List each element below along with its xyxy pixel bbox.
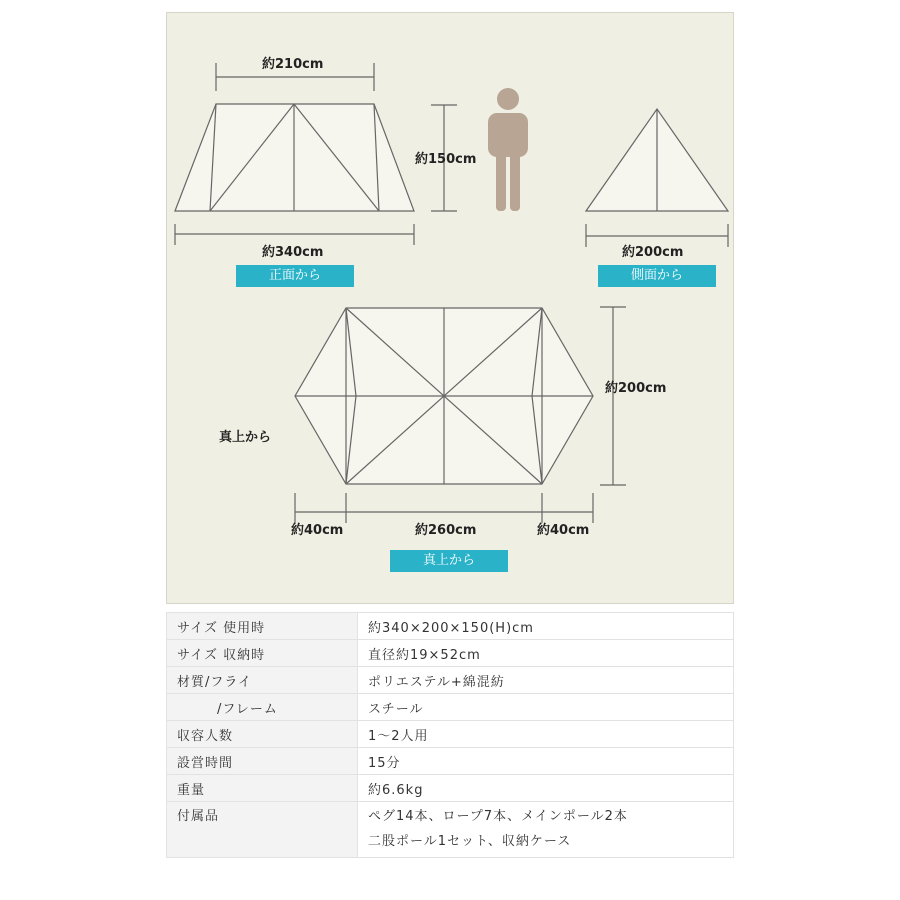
front-view-caption: 正面から	[236, 265, 354, 287]
top-left-label: 約40cm	[291, 523, 344, 538]
top-right-label: 約40cm	[537, 523, 590, 538]
table-row	[167, 775, 734, 802]
tent-side-outline	[586, 109, 728, 211]
spec-key: サイズ 収納時	[167, 640, 358, 667]
spec-value: ポリエステル+綿混紡	[358, 667, 734, 694]
side-view-caption: 側面から	[598, 265, 716, 287]
tent-front-outline	[175, 104, 414, 211]
spec-value: 15分	[358, 748, 734, 775]
top-view-side-label: 真上から	[219, 430, 272, 445]
spec-value: 1〜2人用	[358, 721, 734, 748]
spec-key: 設営時間	[167, 748, 358, 775]
spec-value	[358, 802, 734, 858]
side-base-label: 約200cm	[622, 245, 684, 260]
front-base-label: 約340cm	[262, 245, 324, 260]
spec-key: サイズ 使用時	[167, 613, 358, 640]
spec-table	[166, 612, 734, 858]
spec-value-line-2: 二股ポール1セット、収納ケース	[368, 834, 572, 849]
table-row	[167, 613, 734, 640]
spec-value: 約340×200×150(H)cm	[358, 613, 734, 640]
spec-value: 直径約19×52cm	[358, 640, 734, 667]
tent-dimension-diagram	[166, 12, 734, 604]
table-row	[167, 667, 734, 694]
spec-key: 材質/フライ	[167, 667, 358, 694]
table-row	[167, 802, 734, 858]
table-row	[167, 640, 734, 667]
spec-key: 付属品	[167, 802, 358, 858]
spec-value-line-1: ペグ14本、ロープ7本、メインポール2本	[368, 809, 628, 824]
spec-key: 収容人数	[167, 721, 358, 748]
spec-value: 約6.6kg	[358, 775, 734, 802]
top-depth-label: 約200cm	[605, 381, 667, 396]
diagram-lines	[167, 13, 735, 605]
top-view-caption: 真上から	[390, 550, 508, 572]
spec-value: スチール	[358, 694, 734, 721]
person-icon	[488, 88, 528, 211]
table-row	[167, 694, 734, 721]
height-label: 約150cm	[415, 152, 477, 167]
table-row	[167, 748, 734, 775]
top-center-label: 約260cm	[415, 523, 477, 538]
tent-top-outline	[295, 308, 593, 484]
spec-key: 重量	[167, 775, 358, 802]
front-width-label: 約210cm	[262, 57, 324, 72]
spec-key: /フレーム	[167, 694, 358, 721]
table-row	[167, 721, 734, 748]
